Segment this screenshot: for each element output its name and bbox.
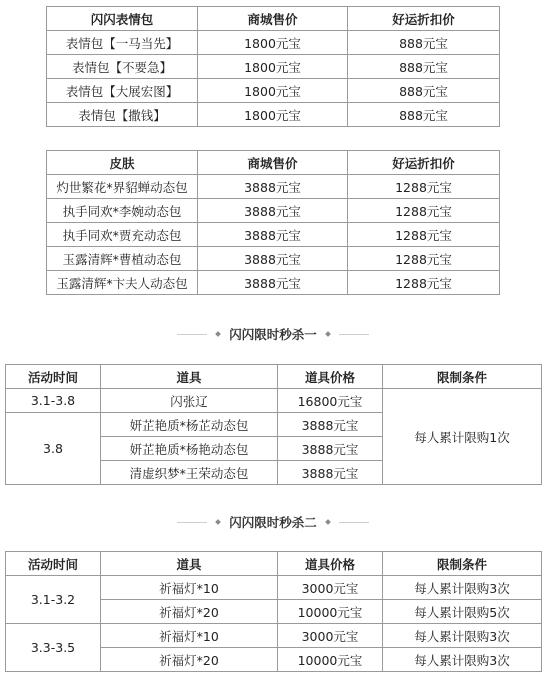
activity-period: 3.8 bbox=[6, 413, 101, 485]
item-price: 16800元宝 bbox=[278, 389, 383, 413]
header-cell: 活动时间 bbox=[6, 365, 101, 389]
item-price: 10000元宝 bbox=[278, 648, 383, 672]
emote-pack-table bbox=[46, 6, 500, 127]
table-header-row bbox=[6, 552, 542, 576]
item-price: 3000元宝 bbox=[278, 624, 383, 648]
table-row bbox=[47, 103, 500, 127]
item-price: 3888元宝 bbox=[278, 437, 383, 461]
flash-sale-1-title bbox=[0, 326, 546, 342]
table-row bbox=[47, 175, 500, 199]
item-name: 表情包【大展宏图】 bbox=[47, 79, 198, 103]
item-name: 执手同欢*李婉动态包 bbox=[47, 199, 198, 223]
purchase-limit: 每人累计限购3次 bbox=[383, 648, 542, 672]
discount-price: 1288元宝 bbox=[348, 199, 500, 223]
header-cell: 限制条件 bbox=[383, 365, 542, 389]
item-name: 玉露清辉*卞夫人动态包 bbox=[47, 271, 198, 295]
item-name: 闪张辽 bbox=[101, 389, 278, 413]
activity-period: 3.1-3.2 bbox=[6, 576, 101, 624]
header-cell: 商城售价 bbox=[198, 7, 348, 31]
item-name: 妍芷艳质*杨艳动态包 bbox=[101, 437, 278, 461]
header-cell: 好运折扣价 bbox=[348, 151, 500, 175]
item-price: 3888元宝 bbox=[278, 413, 383, 437]
item-name: 祈福灯*20 bbox=[101, 648, 278, 672]
table-row bbox=[47, 55, 500, 79]
item-name: 清虚织梦*王荣动态包 bbox=[101, 461, 278, 485]
activity-period: 3.3-3.5 bbox=[6, 624, 101, 672]
mall-price: 1800元宝 bbox=[198, 55, 348, 79]
header-cell: 闪闪表情包 bbox=[47, 7, 198, 31]
table-header-row bbox=[47, 7, 500, 31]
purchase-limit: 每人累计限购3次 bbox=[383, 576, 542, 600]
item-price: 3888元宝 bbox=[278, 461, 383, 485]
header-cell: 道具价格 bbox=[278, 365, 383, 389]
divider bbox=[177, 522, 207, 523]
diamond-icon bbox=[325, 331, 331, 337]
table-row bbox=[6, 389, 542, 413]
table-header-row bbox=[6, 365, 542, 389]
discount-price: 1288元宝 bbox=[348, 247, 500, 271]
mall-price: 1800元宝 bbox=[198, 31, 348, 55]
item-name: 祈福灯*20 bbox=[101, 600, 278, 624]
header-cell: 限制条件 bbox=[383, 552, 542, 576]
table-row bbox=[47, 271, 500, 295]
item-name: 灼世繁花*界貂蝉动态包 bbox=[47, 175, 198, 199]
flash-sale-1-table bbox=[5, 364, 542, 485]
discount-price: 888元宝 bbox=[348, 55, 500, 79]
table-row bbox=[47, 223, 500, 247]
item-name: 表情包【一马当先】 bbox=[47, 31, 198, 55]
table-row bbox=[47, 31, 500, 55]
header-cell: 道具价格 bbox=[278, 552, 383, 576]
table-header-row bbox=[47, 151, 500, 175]
mall-price: 3888元宝 bbox=[198, 223, 348, 247]
activity-period: 3.1-3.8 bbox=[6, 389, 101, 413]
purchase-limit: 每人累计限购3次 bbox=[383, 624, 542, 648]
mall-price: 3888元宝 bbox=[198, 175, 348, 199]
divider bbox=[177, 334, 207, 335]
discount-price: 1288元宝 bbox=[348, 271, 500, 295]
diamond-icon bbox=[215, 519, 221, 525]
discount-price: 1288元宝 bbox=[348, 223, 500, 247]
discount-price: 888元宝 bbox=[348, 31, 500, 55]
mall-price: 1800元宝 bbox=[198, 103, 348, 127]
item-name: 表情包【撒钱】 bbox=[47, 103, 198, 127]
diamond-icon bbox=[215, 331, 221, 337]
item-name: 表情包【不要急】 bbox=[47, 55, 198, 79]
section-heading: 闪闪限时秒杀二 bbox=[229, 515, 317, 530]
item-name: 妍芷艳质*杨芷动态包 bbox=[101, 413, 278, 437]
item-name: 执手同欢*贾充动态包 bbox=[47, 223, 198, 247]
table-row bbox=[6, 624, 542, 648]
purchase-limit: 每人累计限购5次 bbox=[383, 600, 542, 624]
flash-sale-2-title bbox=[0, 514, 546, 530]
mall-price: 1800元宝 bbox=[198, 79, 348, 103]
header-cell: 好运折扣价 bbox=[348, 7, 500, 31]
item-name: 祈福灯*10 bbox=[101, 576, 278, 600]
item-name: 祈福灯*10 bbox=[101, 624, 278, 648]
section-heading: 闪闪限时秒杀一 bbox=[229, 327, 317, 342]
mall-price: 3888元宝 bbox=[198, 271, 348, 295]
header-cell: 皮肤 bbox=[47, 151, 198, 175]
mall-price: 3888元宝 bbox=[198, 247, 348, 271]
item-price: 10000元宝 bbox=[278, 600, 383, 624]
table-row bbox=[47, 199, 500, 223]
header-cell: 道具 bbox=[101, 365, 278, 389]
header-cell: 活动时间 bbox=[6, 552, 101, 576]
divider bbox=[339, 334, 369, 335]
mall-price: 3888元宝 bbox=[198, 199, 348, 223]
header-cell: 商城售价 bbox=[198, 151, 348, 175]
table-row bbox=[47, 79, 500, 103]
flash-sale-2-table bbox=[5, 551, 542, 672]
purchase-limit: 每人累计限购1次 bbox=[383, 389, 542, 485]
table-row bbox=[47, 247, 500, 271]
header-cell: 道具 bbox=[101, 552, 278, 576]
discount-price: 888元宝 bbox=[348, 103, 500, 127]
item-name: 玉露清辉*曹植动态包 bbox=[47, 247, 198, 271]
skin-table bbox=[46, 150, 500, 295]
table-row bbox=[6, 576, 542, 600]
item-price: 3000元宝 bbox=[278, 576, 383, 600]
discount-price: 888元宝 bbox=[348, 79, 500, 103]
discount-price: 1288元宝 bbox=[348, 175, 500, 199]
diamond-icon bbox=[325, 519, 331, 525]
divider bbox=[339, 522, 369, 523]
